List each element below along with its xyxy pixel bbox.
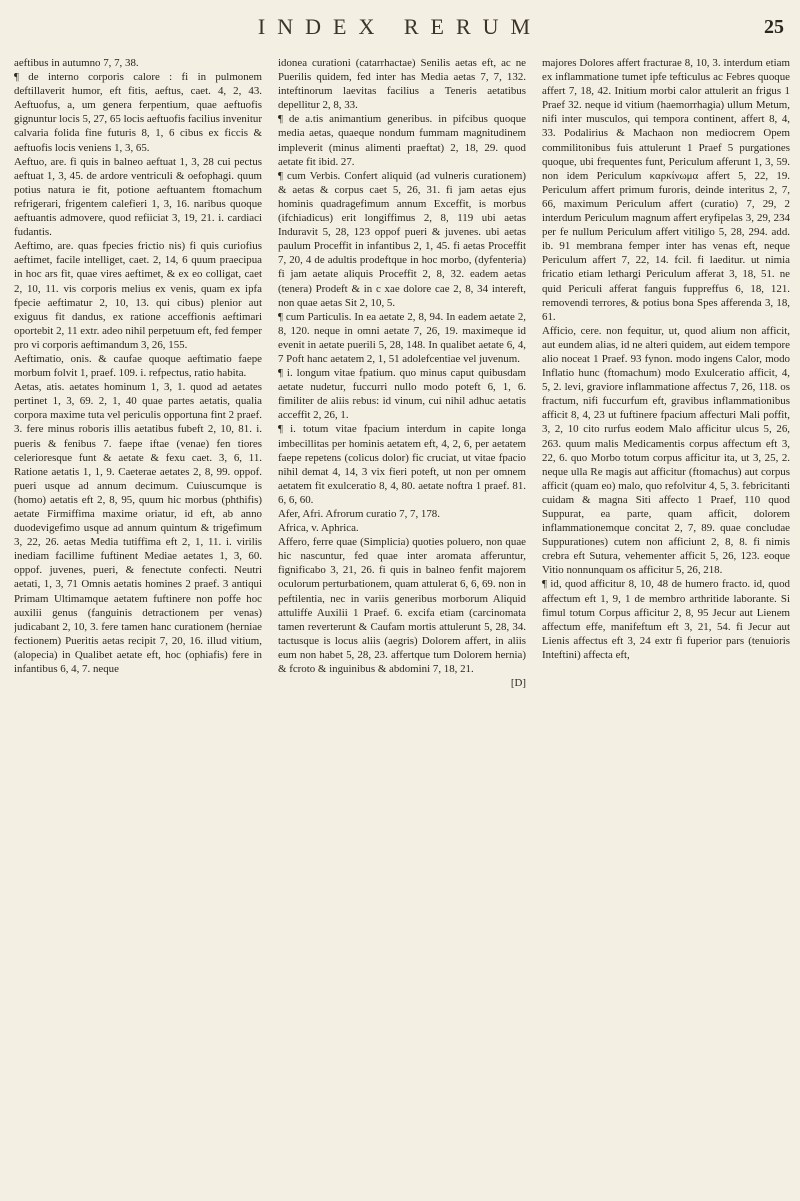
index-entry: Aeftimo, are. quas fpecies frictio nis) fi quis curiofius aeftimet, facile intelliget, caet. 2, 14, 6 quum praecipua in hoc ars fit, quae vires aeftimet, & ex eo colligat, caet 2, 10, 11. vis corporis melius ex venis, quam ex ipfa fpecie aeftimatur 2, 10, 13. qui cibus) plenior aut exiguus fit dandus, ex ratione acceffionis aeftimari oportebit 2, 11 extr. adeo nihil perpetuum eft, fed femper pro vi corporis aeftimandum 3, 26, 155. xyxy=(14,240,262,351)
column-right xyxy=(542,56,790,1186)
index-entry: Afer, Afri. Afrorum curatio 7, 7, 178. xyxy=(278,508,440,520)
running-title: INDEX RERUM xyxy=(257,14,543,39)
column-left xyxy=(14,56,262,1186)
index-entry: Aeftuo, are. fi quis in balneo aeftuat 1, 3, 28 cui pectus aeftuat 1, 3, 45. de ardore ventriculi & oefophagi. quum potius natura ie fit, potione aeftuantem ftomachum refrigerari, frigentem calefieri 1, 3, 16. naribus quoque aeftuantis admovere, quod refiiciat 3, 19, 21. i. cardiaci fudantis. xyxy=(14,155,262,239)
index-entry: majores Dolores affert fracturae 8, 10, 3. interdum etiam ex inflammatione tumet ipfe tefticulus ac Febres quoque affert 7, 18, 42. Initium morbi calor attulerit an frigus 1 Praef 32. neque id vitium (haemorrhagia) ullum Metum, nifi inter musculos, qui tempora continent, affert 8, 4, 33. Podalirius & Machaon non mediocrem Opem commilitonibus fuis attulerunt 1 Praef 5 purgationes quoque, ubi frequentes funt, Periculum afferunt 1, 3, 59. non idem Periculum καρκίνωμα affert 5, 22, 19. Periculum affert primum furoris, deinde interitus 2, 7, 66, maximum Periculum affert (curatio) 7, 29, 2 interdum Periculum magnum affert eryfipelas 3, 29, 234 per fe nullum Periculum affert vitiligo 5, 28, 294. add. ib. 91 membrana femper inter has venas eft, neque Periculum affert 7, 22, 14. fcil. fi laeditur. ut nimia fricatio etiam lethargi Periculum afferat 3, 18, 51. ne quid Periculi afferat fanguis fuppreffus 6, 18, 121. removendi terrores, & potius bona Spes afferenda 3, 18, 61. xyxy=(542,57,790,323)
index-entry: ¶ cum Particulis. In ea aetate 2, 8, 94. In eadem aetate 2, 8, 120. neque in omni aetate 7, 26, 19. maximeque id evenit in aetate puerili 5, 28, 148. In qualibet aetate 6, 4, 7 Poft hanc aetatem 2, 1, 51 adolefcentiae vel juvenum. xyxy=(278,310,526,365)
index-entry: ¶ de a.tis animantium generibus. in pifcibus quoque media aetas, quaeque nondum fummam magnitudinem impleverit (minus alimenti praeftat) 2, 18, 29. quod aetate fit ibid. 27. xyxy=(278,113,526,168)
signature-mark: [D] xyxy=(510,677,526,690)
index-entry: Aeftimatio, onis. & caufae quoque aeftimatio faepe morbum folvit 1, praef. 109. i. refpectus, ratio habita. xyxy=(14,352,262,380)
index-entry: Aetas, atis. aetates hominum 1, 3, 1. quod ad aetates pertinet 1, 3, 69. 2, 1, 40 quae partes aetatis, qualia corpora maxime tuta vel periculis opportuna fint 2 praef. 3. fere minus roboris illis aetatibus fubeft 2, 10, 81. i. pueris & fenibus 7. faepe iftae (venae) fen tiores celerioresque funt & aetate & fexu caet. 3, 6, 11. Ratione aetatis 1, 1, 9. Caeterae aetates 2, 8, 99. oppof. pueri usque ad annum decimum. Cuiuscumque is (homo) aetatis eft 2, 8, 95, quum hic morbus (phthifis) aetate Firmiffima maxime oriatur, id eft, ab anno duodevigefimo usque ad annum quintum & trigefimum 3, 22, 26. aetas Media tutiffima eft 2, 1, 11. i. virilis inediam facillime fuftinent Mediae aetates 1, 3, 60. oppof. juvenes, pueri, & fenectute confecti. Neutri aetati, 1, 3, 71 Omnis aetatis homines 2 praef. 3 antiqui Primam Ultimamque aetatem fuftinere non poffe hoc auxilii genus (fanguinis detractionem per venas) judicabant 2, 10, 3. fere tamen hanc curationem (herniae fectionem) Pueritis aetas recipit 7, 20, 16. illud vitium, (alopecia) in Qualibet aetate eft, hoc (ophiafis) fere in infantibus 6, 4, 7. neque xyxy=(14,381,262,676)
index-entry: Afficio, cere. non fequitur, ut, quod alium non afficit, aut eundem alias, id ne alteri quidem, aut eidem tempore alio noceat 1 Praef. 93 fynon. modo ingens Calor, modo Inflatio hunc (ftomachum) modo Exulceratio afficit, 4, 5, 2. levi, graviore inflammatione affectus 7, 26, 118. os fractum, nifi fuccurfum eft, gravibus inflammationibus afficit 8, 4, 23 ut fuftinere fpacium affecturi Mali poffit, 3, 2, 10 cito rurfus eodem Malo afficitur ulcus 5, 26, 263. quum malis Medicamentis corpus affectum eft 3, 22, 6. quo Morbo totum corpus afficitur ita, ut 3, 25, 2. neque ulla Re magis aut afficitur (ftomachus) aut corpus afficit (quam eo) malo, quo refolvitur 4, 5, 3. febricitanti cuidam & magna Siti affecto 1 Praef, 110 quod Suppurat, ea parte, quam afficit, dolorem inflammationemque concitat 2, 7, 89. quae concludae Suppurationes) cutem non afficiunt 2, 8, 8. fi nimis crebra eft Sutura, vehementer afficit 5, 26, 123. eoque Vitio nonnunquam os afficitur 5, 26, 218. xyxy=(542,324,790,577)
index-entry: ¶ cum Verbis. Confert aliquid (ad vulneris curationem) & aetas & corpus caet 5, 26, 31. fi jam aetas ejus hominis quadragefimum annum Exceffit, is morbus (ifchiadicus) erit longiffimus 2, 8, 119 ubi aetas Induravit 5, 28, 123 oppof pueri & juvenes. ubi aetas paulum Proceffit in infantibus 2, 1, 45. fi aetas Proceffit 7, 20, 4 de adultis prodeftque in hoc morbo, (dyfenteria) fi jam aetate aliquis Proceffit 2, 8, 32. eadem aetas (tenera) Prodeft & in c xae dolore cae 2, 8, 34 intereft, non quae aetas Sit 2, 10, 5. xyxy=(278,169,526,309)
page-number: 25 xyxy=(764,16,784,38)
index-entry: Affero, ferre quae (Simplicia) quoties poluero, non quae hic nascuntur, fed quae inter aromata afferuntur, fignificabo 3, 21, 26. fi quis in balneo fenfit majorem oculorum perturbationem, quam attulerat 6, 6, 69. non in peftilentia, nec in variis generibus morborum Aliquid attuliffe Auxilii 1 Praef. 6. excifa etiam (carcinomata tamen reverterunt & Caufam mortis attulerunt 5, 28, 34. tactusque is locus aliis (aegris) Dolorem affert, in aliis eum non habet 5, 28, 23. affertque tum Dolorem hernia) & fcroto & inguinibus & abdomini 7, 18, 21. xyxy=(278,536,526,676)
index-entry: ¶ i. longum vitae fpatium. quo minus caput quibusdam aetate nudetur, fuccurri nullo modo poteft 6, 1, 6. fimiliter de aliis rebus: id vinum, cui nihil adhuc aetatis acceffit 2, 26, 1. xyxy=(278,367,526,422)
index-columns xyxy=(14,56,790,1186)
column-middle xyxy=(278,56,526,1186)
running-header xyxy=(0,14,800,44)
index-entry: Africa, v. Aphrica. xyxy=(278,522,359,535)
index-entry: idonea curationi (catarrhactae) Senilis aetas eft, ac ne Puerilis quidem, fed inter has Media aetas 7, 7, 132. inteftinorum laevitas facilius a Teneris aetatibus depellitur 2, 8, 33. xyxy=(278,57,526,112)
index-entry: aeftibus in autumno 7, 7, 38. xyxy=(14,57,139,69)
index-entry: ¶ i. totum vitae fpacium interdum in capite longa imbecillitas per hominis aetatem eft, 4, 2, 6, per aetatem faepe repetens (colicus dolor) fic cruciat, ut vitae fpacio nihil demat 4, 14, 3 vix fieri poteft, ut non per omnem aetatem fit exulceratio 8, 4, 80. aetate noftra 1 praef. 81. 6, 6, 60. xyxy=(278,423,526,506)
index-entry: ¶ de interno corporis calore : fi in pulmonem deftillaverit humor, eft fitis, aeftus, caet. 4, 2, 43. Aeftuofus, a, um genera ferpentium, quae aeftuofis gignuntur locis 5, 27, 65 locis aeftuofis facilius invenitur calvaria folida fine futuris 8, 1, 6 cibus ex ficcis & aeftuofis locis veniens 1, 3, 65. xyxy=(14,71,262,154)
index-entry: ¶ id, quod afficitur 8, 10, 48 de humero fracto. id, quod affectum eft 1, 9, 1 de membro arthritide laborante. Si fimul totum Corpus afficitur 2, 8, 95 Jecur aut Lienem affectum effe, manifeftum eft 3, 21, 54. fi Jecur aut Lienis affectus eft 3, 24 extr fi fuperior pars (tenuioris Inteftini) affecta eft, xyxy=(542,578,790,661)
